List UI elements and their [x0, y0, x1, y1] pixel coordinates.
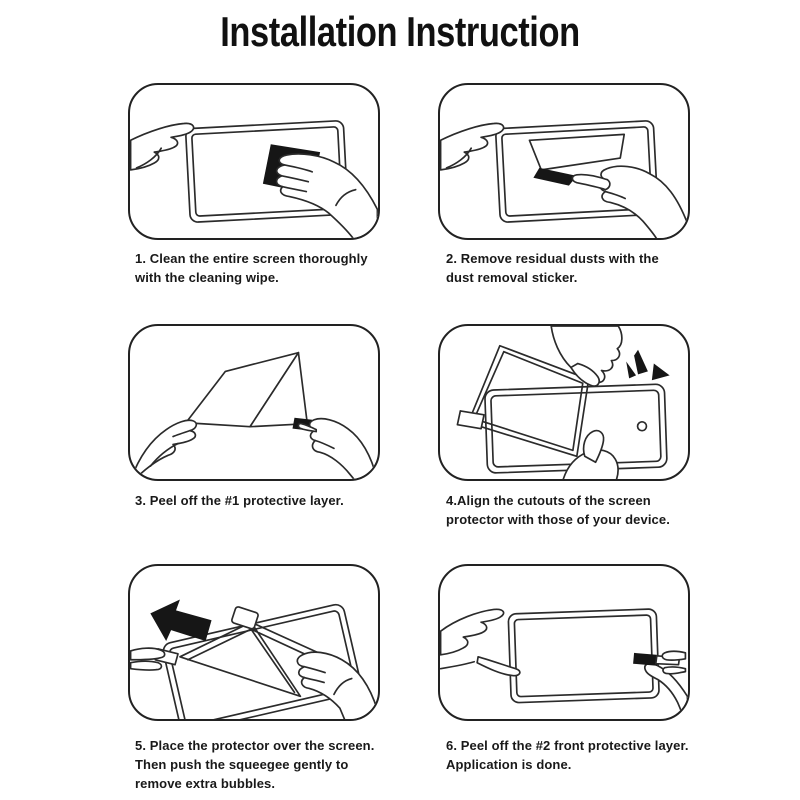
caption-line: protector with those of your device. [446, 512, 670, 527]
peel-layer-2-illustration [440, 566, 688, 719]
right-hand [277, 154, 378, 238]
caption-line: 1. Clean the entire screen thoroughly [135, 251, 368, 266]
pull-tab [633, 653, 658, 666]
lifted-film-flap [529, 134, 624, 170]
protector-sheet [186, 353, 307, 427]
align-cutouts-illustration [440, 326, 688, 479]
squeegee-bubbles-illustration [130, 566, 378, 719]
step-3-caption [135, 491, 344, 510]
left-hand [131, 420, 197, 479]
step-5-panel [128, 564, 380, 721]
step-4-caption [446, 491, 670, 529]
peel-layer-1-illustration [130, 326, 378, 479]
step-6-caption [446, 736, 689, 774]
caption-line: 3. Peel off the #1 protective layer. [135, 493, 344, 508]
right-hand [297, 652, 377, 719]
caption-line: Application is done. [446, 757, 572, 772]
caption-line: 5. Place the protector over the screen. [135, 738, 375, 753]
page-title: Installation Instruction [220, 8, 580, 55]
step-3-panel [128, 324, 380, 481]
left-hand [441, 123, 504, 170]
step-1-panel [128, 83, 380, 240]
step-5-caption [135, 736, 374, 793]
step-4-panel [438, 324, 690, 481]
caption-line: 6. Peel off the #2 front protective layer. [446, 738, 689, 753]
camera-hole [637, 422, 646, 431]
clean-screen-with-wipe-illustration [130, 85, 378, 238]
squeegee [231, 606, 259, 629]
right-hand [572, 166, 687, 238]
push-direction-arrow [150, 600, 211, 641]
step-2-caption [446, 249, 659, 287]
left-hand [131, 123, 194, 170]
dust-removal-sticker-illustration [440, 85, 688, 238]
caption-line: Then push the squeegee gently to [135, 757, 349, 772]
step-2-panel [438, 83, 690, 240]
caption-line: 2. Remove residual dusts with the [446, 251, 659, 266]
emphasis-marks [626, 350, 669, 381]
dust-sticker [533, 168, 576, 186]
step-1-caption [135, 249, 368, 287]
right-hand [298, 419, 377, 479]
top-hand [551, 326, 622, 386]
caption-line: remove extra bubbles. [135, 776, 276, 791]
caption-line: 4.Align the cutouts of the screen [446, 493, 651, 508]
caption-line: with the cleaning wipe. [135, 270, 279, 285]
step-6-panel [438, 564, 690, 721]
caption-line: dust removal sticker. [446, 270, 578, 285]
